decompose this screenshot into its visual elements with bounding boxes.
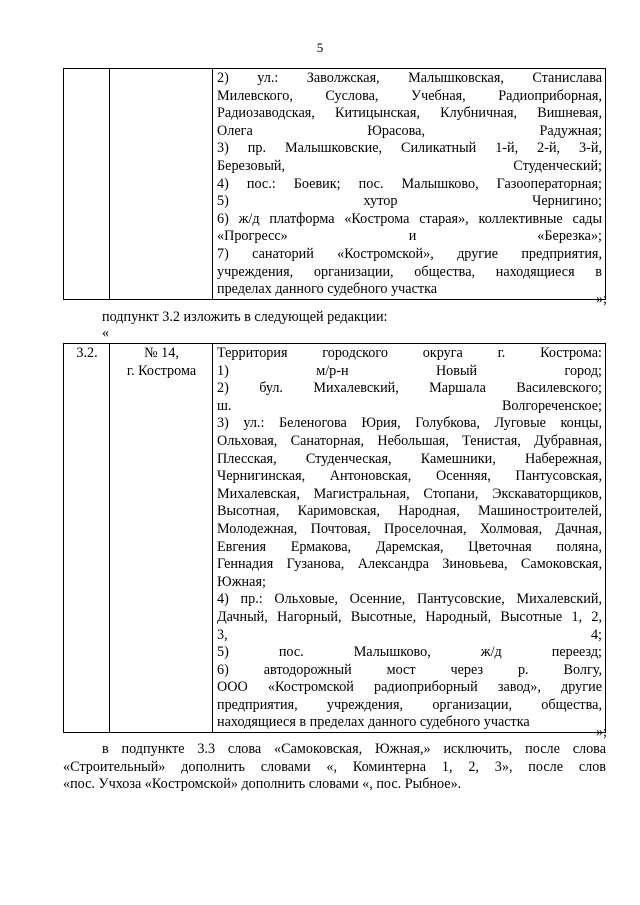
- text-line: находящиеся в пределах данного судебного участка: [217, 714, 530, 731]
- text-line: 6) автодорожный мост через р. Волгу,: [217, 661, 602, 678]
- table-cell-territory: [213, 69, 606, 300]
- amendment-paragraph: [63, 741, 606, 794]
- text-line: Радиозаводская, Китицынская, Клубничная, Вишневая,: [217, 105, 602, 122]
- text-line: 3, 4;: [217, 626, 602, 643]
- text-line: Олега Юрасова, Радужная;: [217, 122, 602, 139]
- table-cell-number: [64, 69, 110, 300]
- text-line: 5) пос. Малышково, ж/д переезд;: [217, 644, 602, 661]
- opening-quote: «: [102, 325, 110, 341]
- table-row: [64, 69, 606, 300]
- closing-quote-1: »;: [595, 291, 607, 307]
- text-line: 3) пр. Малышковские, Силикатный 1-й, 2-й, 3-й,: [217, 140, 602, 157]
- table-cell-district: [110, 344, 213, 733]
- text-line: Евгения Ермакова, Даремская, Цветочная поляна,: [217, 538, 602, 555]
- text-line: Ольховая, Санаторная, Небольшая, Тенистая, Дубравная,: [217, 432, 602, 449]
- text-line: 2) бул. Михалевский, Маршала Василевского;: [217, 380, 602, 397]
- text-line: Дачный, Нагорный, Высотные, Народный, Высотные 1, 2,: [217, 608, 602, 625]
- text-line: ООО «Костромской радиоприборный завод», другие: [217, 679, 602, 696]
- text-line: Чернигинская, Антоновская, Осенняя, Пантусовская,: [217, 468, 602, 485]
- text-line: Милевского, Суслова, Учебная, Радиоприборная,: [217, 87, 602, 104]
- table-continuation: [63, 68, 606, 300]
- text-line: Территория городского округа г. Кострома:: [217, 345, 602, 361]
- text-line: в подпункте 3.3 слова «Самоковская, Южная,» исключить, после слова: [102, 741, 606, 757]
- page-number: 5: [316, 40, 324, 55]
- table-row: [64, 344, 606, 733]
- table-cell-number: 3.2.: [64, 344, 110, 733]
- text-line: Михалевская, Магистральная, Стопани, Экскаваторщиков,: [217, 485, 602, 502]
- text-line: Молодежная, Почтовая, Проселочная, Холмовая, Дачная,: [217, 520, 602, 537]
- text-line: ш. Волгореченское;: [217, 397, 602, 414]
- text-line: «Прогресс» и «Березка»;: [217, 228, 602, 245]
- text-line: пределах данного судебного участка: [217, 281, 438, 298]
- table-new-edition: [63, 343, 606, 733]
- table-cell-district: [110, 69, 213, 300]
- text-line: 7) санаторий «Костромской», другие предприятия,: [217, 245, 602, 262]
- text-line: 4) пр.: Ольховые, Осенние, Пантусовские, Михалевский,: [217, 591, 602, 608]
- text-line: 1) м/р-н Новый город;: [217, 362, 602, 379]
- text-line: Геннадия Гузанова, Александра Зиновьева, Самоковская,: [217, 556, 602, 573]
- text-line: «пос. Учхоза «Костромской» дополнить словами «, пос. Рыбное».: [63, 776, 462, 793]
- text-line: 5) хутор Чернигино;: [217, 193, 602, 210]
- table-cell-territory: [213, 344, 606, 733]
- district-city: г. Кострома: [126, 362, 197, 379]
- district-number: № 14,: [144, 345, 179, 361]
- text-line: 6) ж/д платформа «Кострома старая», коллективные сады: [217, 210, 602, 227]
- text-line: Южная;: [217, 573, 266, 590]
- closing-quote-2: »;: [595, 724, 607, 740]
- text-line: учреждения, организации, общества, находящиеся в: [217, 263, 602, 280]
- intro-text: подпункт 3.2 изложить в следующей редакции:: [102, 309, 388, 325]
- text-line: «Строительный» дополнить словами «, Коминтерна 1, 2, 3», после слов: [63, 758, 606, 775]
- text-line: Плесская, Студенческая, Камешники, Набережная,: [217, 450, 602, 467]
- text-line: Березовый, Студенческий;: [217, 157, 602, 174]
- text-line: Высотная, Каримовская, Народная, Машиностроителей,: [217, 503, 602, 520]
- text-line: 2) ул.: Заволжская, Малышковская, Станислава: [217, 70, 602, 86]
- text-line: предприятия, учреждения, организации, общества,: [217, 696, 602, 713]
- text-line: 4) пос.: Боевик; пос. Малышково, Газооператорная;: [217, 175, 602, 192]
- text-line: 3) ул.: Беленогова Юрия, Голубкова, Луговые концы,: [217, 415, 602, 432]
